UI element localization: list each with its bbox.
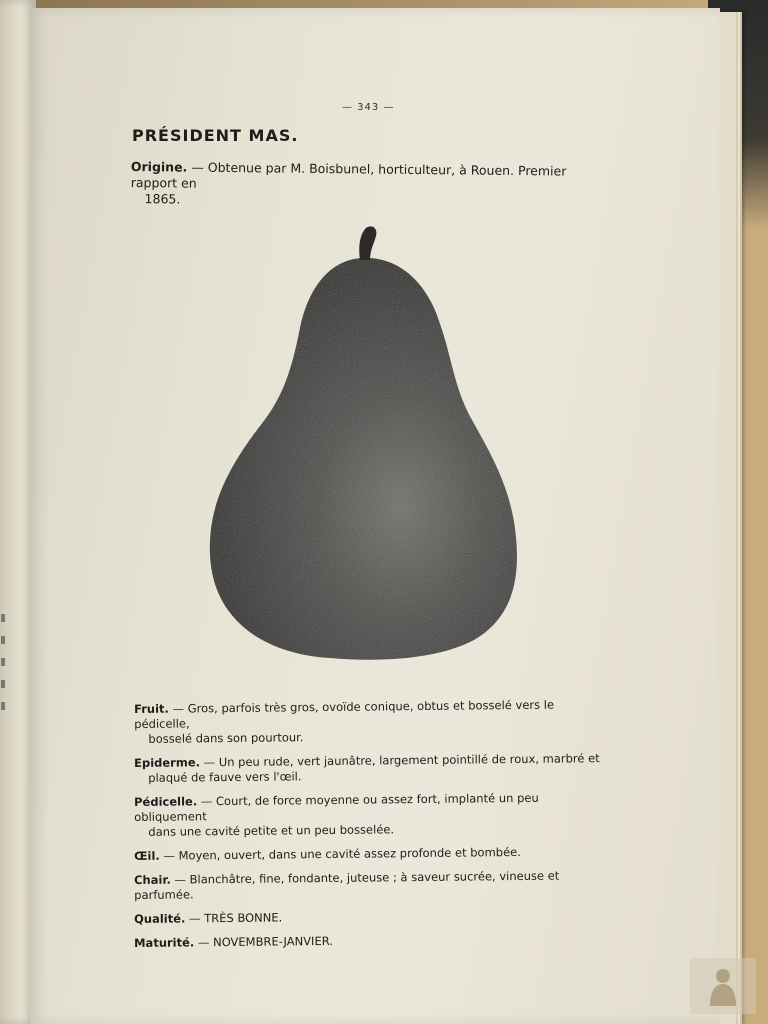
- pear-speckles: [210, 258, 517, 660]
- entry-label: Qualité.: [134, 911, 186, 926]
- entry-text: — TRÈS BONNE.: [188, 910, 283, 926]
- corner-watermark: [690, 958, 756, 1014]
- page-number: — 343 —: [342, 102, 395, 113]
- pear-illustration: [200, 220, 530, 666]
- entry-text: — Moyen, ouvert, dans une cavité assez profonde et bombée.: [163, 844, 521, 863]
- entry-label: Epiderme.: [134, 755, 201, 770]
- entry-text: — NOVEMBRE-JANVIER.: [197, 933, 333, 950]
- origin-continuation: 1865.: [144, 191, 181, 207]
- entry-label: Pédicelle.: [134, 794, 198, 809]
- entry-text: — Blanchâtre, fine, fondante, juteuse ; à saveur sucrée, vineuse et parfumée.: [134, 868, 560, 902]
- entry-label: Fruit.: [134, 701, 169, 716]
- entry-label: Chair.: [134, 872, 171, 887]
- entry-chair: [134, 868, 604, 903]
- watermark-figure-icon: [704, 966, 742, 1006]
- pear-stem: [359, 226, 376, 260]
- entry-oeil: [134, 844, 604, 864]
- entry-text: — Gros, parfois très gros, ovoïde conique, obtus et bosselé vers le pédicelle,: [134, 697, 555, 731]
- entry-label: Œil.: [134, 848, 160, 863]
- entry-continuation: dans une cavité petite et un peu bosselée.: [148, 822, 395, 839]
- book-page: [30, 8, 720, 1024]
- entry-continuation: bosselé dans son pourtour.: [148, 730, 304, 746]
- entry-label: Maturité.: [134, 935, 195, 950]
- entry-continuation: plaqué de fauve vers l'œil.: [148, 769, 302, 785]
- origin-paragraph: [130, 159, 600, 212]
- entry-fruit: [134, 697, 604, 747]
- entry-maturite: [134, 931, 604, 951]
- entry-pedicelle: [134, 790, 604, 840]
- entry-text: — Court, de force moyenne ou assez fort, implanté un peu obliquement: [134, 790, 539, 824]
- left-page-text-fragments: [0, 600, 6, 800]
- page-title: PRÉSIDENT MAS.: [132, 126, 299, 145]
- entry-qualite: [134, 907, 604, 927]
- origin-label: Origine.: [130, 159, 188, 175]
- entry-text: — Un peu rude, vert jaunâtre, largement pointillé de roux, marbré et: [203, 751, 600, 770]
- entry-epiderme: [134, 751, 604, 786]
- origin-text: — Obtenue par M. Boisbunel, horticulteur, à Rouen. Premier rapport en: [130, 159, 567, 191]
- description-list: [134, 697, 604, 960]
